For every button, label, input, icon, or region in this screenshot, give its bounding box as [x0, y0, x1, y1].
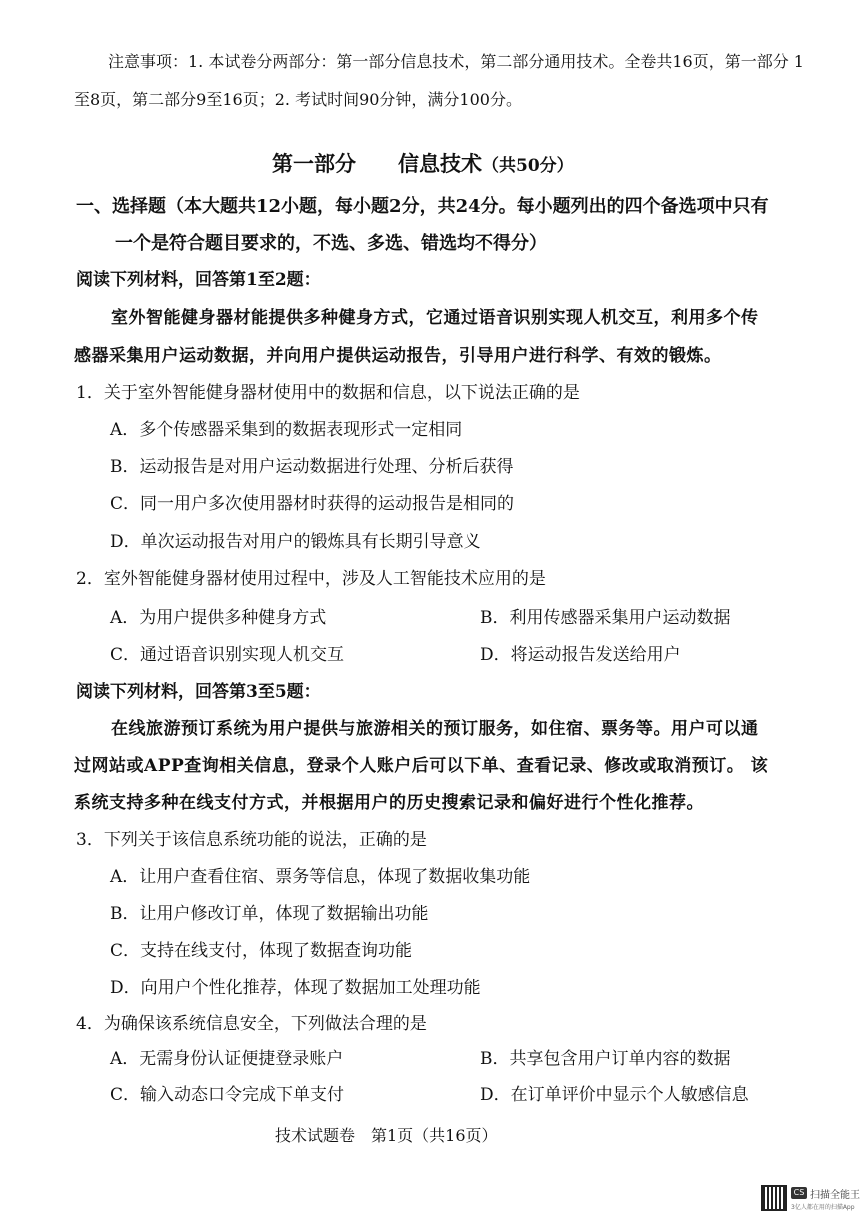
- material-2-header: 阅读下列材料，回答第3至5题：: [76, 682, 321, 702]
- part-title-main: 第一部分 信息技术: [272, 151, 482, 176]
- section-heading-line-1: 一、选择题（本大题共12小题，每小题2分，共24分。每小题列出的四个备选项中只有: [76, 196, 769, 217]
- q3-option-b: B．让用户修改订单，体现了数据输出功能: [110, 904, 429, 924]
- q4-option-a: A．无需身份认证便捷登录账户: [110, 1049, 344, 1069]
- part-title: [272, 153, 574, 177]
- q4-option-c: C．输入动态口令完成下单支付: [110, 1085, 345, 1105]
- q4-stem: 4．为确保该系统信息安全，下列做法合理的是: [76, 1014, 427, 1034]
- material-1-line-2: 感器采集用户运动数据，并向用户提供运动报告，引导用户进行科学、有效的锻炼。: [74, 346, 722, 366]
- q2-option-b: B．利用传感器采集用户运动数据: [480, 608, 731, 628]
- material-1-header: 阅读下列材料，回答第1至2题：: [76, 270, 321, 290]
- q3-option-c: C．支持在线支付，体现了数据查询功能: [110, 941, 413, 961]
- q1-option-b: B．运动报告是对用户运动数据进行处理、分析后获得: [110, 457, 514, 477]
- q2-option-a: A．为用户提供多种健身方式: [110, 608, 327, 628]
- q3-option-a: A．让用户查看住宿、票务等信息，体现了数据收集功能: [110, 867, 531, 887]
- q1-stem: 1．关于室外智能健身器材使用中的数据和信息，以下说法正确的是: [76, 383, 580, 403]
- q2-option-d: D．将运动报告发送给用户: [480, 645, 681, 665]
- q1-option-d: D．单次运动报告对用户的锻炼具有长期引导意义: [110, 532, 481, 552]
- notice-line-1: 注意事项：1. 本试卷分两部分：第一部分信息技术，第二部分通用技术。全卷共16页，第一部分 1: [108, 52, 804, 71]
- material-2-line-2: 过网站或APP查询相关信息，登录个人账户后可以下单、查看记录、修改或取消预订。 该: [74, 756, 769, 776]
- q4-option-b: B．共享包含用户订单内容的数据: [480, 1049, 731, 1069]
- page-footer: 技术试题卷 第1页（共16页）: [275, 1126, 498, 1145]
- part-title-score: （共50分）: [482, 156, 574, 176]
- qr-code-icon: [761, 1185, 787, 1211]
- q2-option-c: C．通过语音识别实现人机交互: [110, 645, 345, 665]
- notice-line-2: 至8页，第二部分9至16页；2. 考试时间90分钟，满分100分。: [74, 90, 522, 109]
- scanner-watermark-name: 扫描全能王: [810, 1190, 860, 1201]
- q1-option-c: C．同一用户多次使用器材时获得的运动报告是相同的: [110, 494, 515, 514]
- q1-option-a: A．多个传感器采集到的数据表现形式一定相同: [110, 420, 463, 440]
- q4-option-d: D．在订单评价中显示个人敏感信息: [480, 1085, 749, 1105]
- material-2-line-3: 系统支持多种在线支付方式，并根据用户的历史搜索记录和偏好进行个性化推荐。: [74, 793, 704, 813]
- q3-stem: 3．下列关于该信息系统功能的说法，正确的是: [76, 830, 427, 850]
- camscanner-logo-icon: CS: [791, 1187, 807, 1199]
- q2-stem: 2．室外智能健身器材使用过程中，涉及人工智能技术应用的是: [76, 569, 546, 589]
- material-2-line-1: 在线旅游预订系统为用户提供与旅游相关的预订服务，如住宿、票务等。用户可以通: [111, 719, 759, 739]
- section-heading-line-2: 一个是符合题目要求的，不选、多选、错选均不得分）: [115, 233, 547, 254]
- q3-option-d: D．向用户个性化推荐，体现了数据加工处理功能: [110, 978, 481, 998]
- material-1-line-1: 室外智能健身器材能提供多种健身方式，它通过语音识别实现人机交互，利用多个传: [111, 308, 759, 328]
- scanner-watermark-subtitle: 3亿人都在用的扫描App: [791, 1204, 855, 1211]
